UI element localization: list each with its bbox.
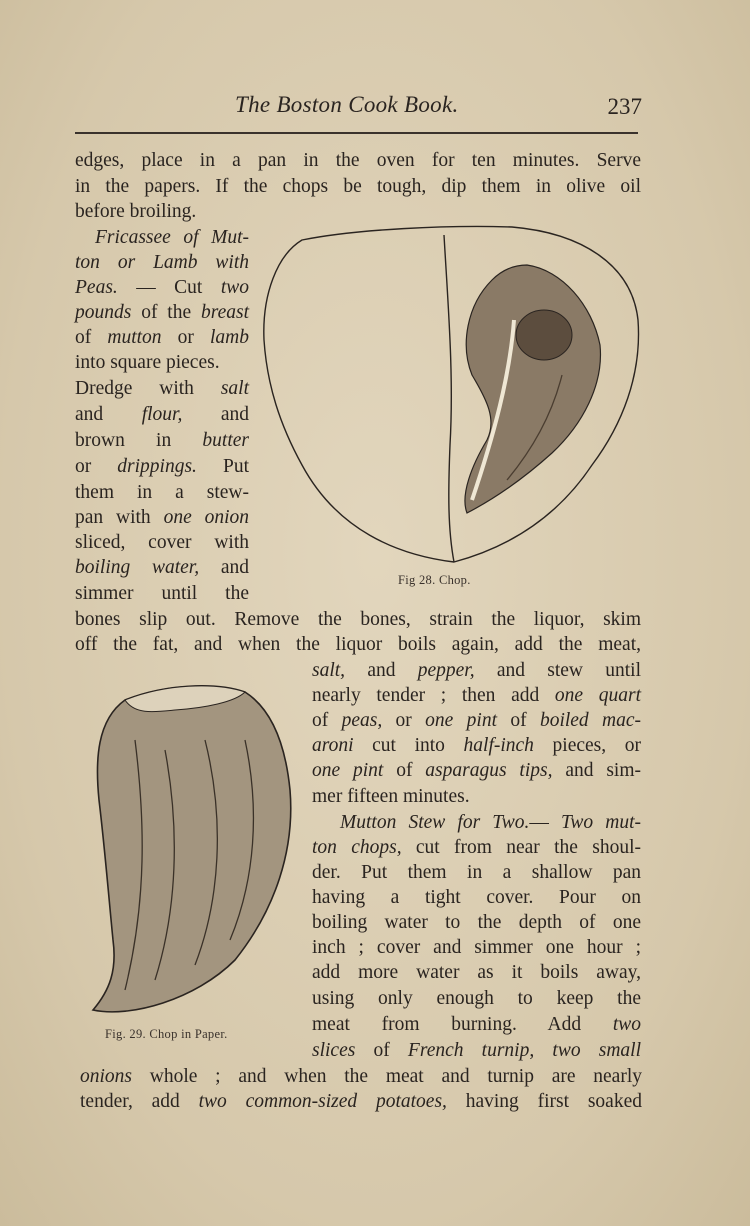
text-line: of peas, or one pint of boiled mac- [312,710,642,731]
page-number: 237 [607,94,642,119]
text-line: salt, and pepper, and stew until [312,660,641,681]
text-line: off the fat, and when the liquor boils again, add the meat, [75,634,641,655]
text-line: of mutton or lamb [75,327,249,348]
chop-in-paper-illustration [85,680,295,1020]
text-line: nearly tender ; then add one quart [312,685,641,706]
text-line: into square pieces. [75,352,220,373]
text-line: simmer until the [75,583,249,604]
text-line: onions whole ; and when the meat and turnip are nearly [80,1066,642,1087]
text-line: inch ; cover and simmer one hour ; [312,937,641,958]
text-line: mer fifteen minutes. [312,786,470,807]
text-line: them in a stew- [75,482,249,503]
text-line: Dredge with salt [75,378,249,399]
text-line: tender, add two common-sized potatoes, having first soaked [80,1091,642,1112]
text-line: meat from burning. Add two [312,1014,641,1035]
figure-28-caption: Fig 28. Chop. [398,573,471,587]
text-line: brown in butter [75,430,249,451]
text-line: Peas. — Cut two [75,277,249,298]
text-line: pan with one onion [75,507,249,528]
text-line: using only enough to keep the [312,988,641,1009]
recipe-title-line: Fricassee of Mut- [95,227,249,248]
text-line: slices of French turnip, two small [312,1040,642,1061]
text-line: sliced, cover with [75,532,249,553]
text-line: pounds of the breast [75,302,249,323]
running-header [75,92,642,128]
text-line: der. Put them in a shallow pan [312,862,641,883]
recipe-title-line: ton or Lamb with [75,252,249,273]
text-line: bones slip out. Remove the bones, strain the liquor, skim [75,609,641,630]
text-line: one pint of asparagus tips, and sim- [312,760,641,781]
text-line: before broiling. [75,201,197,222]
text-line: and flour, and [75,404,250,425]
text-line: having a tight cover. Pour on [312,887,641,908]
text-line: aroni cut into half-inch pieces, or [312,735,641,756]
text-line: or drippings. Put [75,456,249,477]
text-line: boiling water, and [75,557,250,578]
text-line: boiling water to the depth of one [312,912,641,933]
recipe-title-line: Mutton Stew for Two.— Two mut- [340,812,641,833]
text-line: add more water as it boils away, [312,962,641,983]
header-rule [75,132,638,134]
text-line: edges, place in a pan in the oven for ten minutes. Serve [75,150,641,171]
text-line: in the papers. If the chops be tough, dip them in olive oil [75,176,641,197]
book-title: The Boston Cook Book. [235,92,459,117]
figure-29-caption: Fig. 29. Chop in Paper. [105,1027,228,1041]
chop-illustration [262,225,642,570]
text-line: ton chops, cut from near the shoul- [312,837,641,858]
